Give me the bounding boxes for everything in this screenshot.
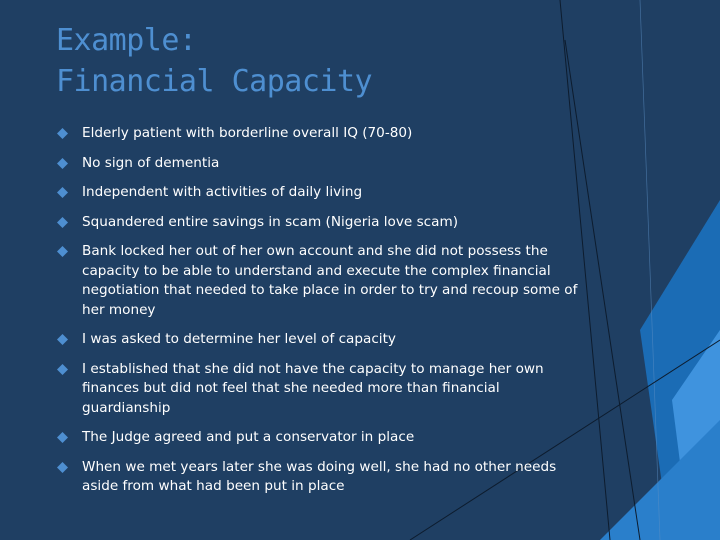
diamond-bullet-icon: [57, 187, 68, 198]
bullet-text: I was asked to determine her level of capacity: [82, 331, 396, 347]
bullet-text: Bank locked her out of her own account and she did not possess the capacity to be able to understand and execute the complex financial negotiation that needed to take place in order to try and recoup some of her money: [82, 243, 578, 318]
accent-line: [640, 0, 660, 540]
diamond-bullet-icon: [57, 334, 68, 345]
list-item: [56, 330, 586, 350]
slide-title: [56, 20, 536, 102]
diamond-bullet-icon: [57, 432, 68, 443]
list-item: [56, 213, 586, 233]
bullet-text: I established that she did not have the capacity to manage her own finances but did not feel that she needed more than financial guardianship: [82, 360, 544, 416]
bullet-text: Elderly patient with borderline overall IQ (70-80): [82, 125, 413, 141]
bullet-text: Squandered entire savings in scam (Nigeria love scam): [82, 213, 459, 230]
list-item: [56, 183, 586, 203]
slide-title-line-2: Financial Capacity: [56, 64, 373, 99]
bullet-text: The Judge agreed and put a conservator in place: [82, 429, 415, 445]
diamond-bullet-icon: [57, 364, 68, 375]
list-item: [56, 428, 586, 448]
list-item: [56, 360, 586, 419]
list-item: [56, 242, 586, 320]
diamond-bullet-icon: [57, 217, 68, 228]
slide-title-line-1: Example:: [56, 23, 197, 58]
diamond-bullet-icon: [57, 462, 68, 473]
list-item: [56, 458, 586, 497]
diamond-bullet-icon: [57, 128, 68, 139]
bullet-list: [56, 124, 586, 507]
list-item: [56, 124, 586, 144]
bullet-text: When we met years later she was doing well, she had no other needs aside from what had been put in place: [82, 458, 557, 494]
list-item: [56, 154, 586, 174]
diamond-bullet-icon: [57, 158, 68, 169]
bullet-text: Independent with activities of daily living: [82, 184, 363, 200]
bullet-text: No sign of dementia: [82, 154, 220, 171]
diamond-bullet-icon: [57, 246, 68, 257]
